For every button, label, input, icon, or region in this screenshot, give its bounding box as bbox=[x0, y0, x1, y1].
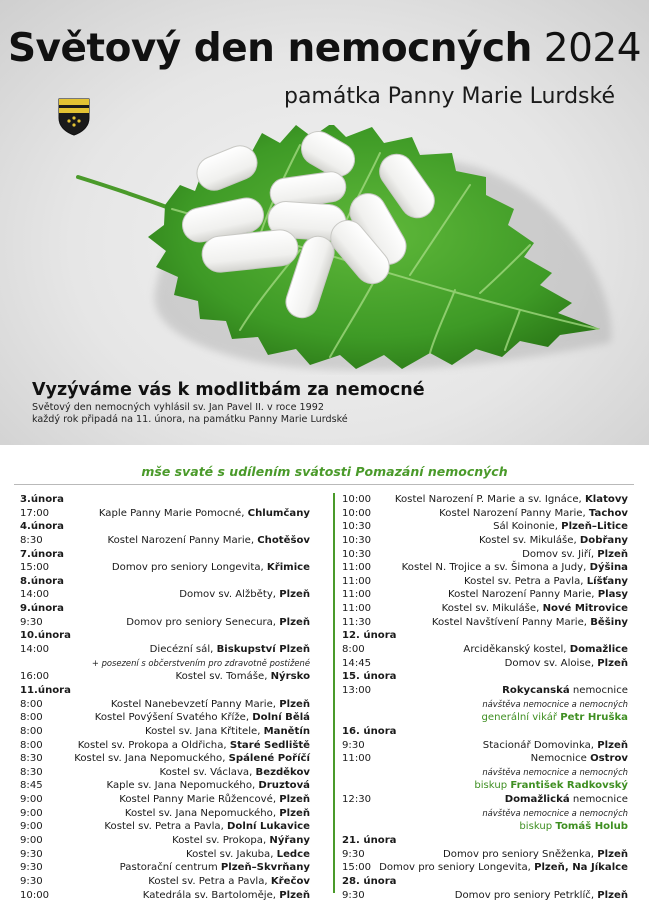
day-header bbox=[20, 548, 310, 562]
town-name: Rokycanská bbox=[502, 684, 570, 696]
celebrant-title: generální vikář bbox=[481, 712, 561, 724]
schedule-row bbox=[20, 875, 310, 889]
town-name: Dolní Bělá bbox=[252, 712, 310, 724]
day-header bbox=[20, 575, 310, 589]
service-location bbox=[483, 739, 628, 753]
service-time: 10:00 bbox=[342, 507, 372, 519]
service-location bbox=[126, 616, 310, 630]
service-location bbox=[150, 643, 310, 657]
service-time: 12:30 bbox=[342, 794, 372, 806]
schedule-row bbox=[20, 670, 310, 684]
celebrant-name: Tomáš Holub bbox=[555, 821, 628, 833]
venue-name: Kostel N. Trojice a sv. Šimona a Judy, bbox=[401, 562, 590, 574]
day-label: 3.února bbox=[20, 494, 64, 505]
town-name: Plzeň, Na Jíkalce bbox=[534, 862, 628, 874]
service-location bbox=[493, 520, 628, 534]
venue-name: Kostel Narození Panny Marie, bbox=[439, 507, 589, 519]
town-name: Plasy bbox=[597, 589, 628, 601]
service-time: 10:30 bbox=[342, 548, 372, 560]
town-name: Plzeň bbox=[279, 616, 310, 628]
service-location bbox=[145, 725, 310, 739]
service-location bbox=[108, 534, 311, 548]
service-location bbox=[439, 507, 628, 521]
venue-name: Kostel Narození Panny Marie, bbox=[447, 589, 598, 601]
day-header bbox=[342, 670, 628, 684]
venue-name: Kostel sv. Jakuba, bbox=[185, 848, 277, 860]
leaf-with-pills-illustration bbox=[0, 125, 649, 375]
schedule-row bbox=[342, 602, 628, 616]
service-time: 14:00 bbox=[20, 644, 50, 656]
service-time: 11:00 bbox=[342, 589, 372, 601]
service-time: 9:30 bbox=[342, 889, 365, 901]
day-header bbox=[20, 493, 310, 507]
appeal-text bbox=[32, 402, 348, 426]
service-location bbox=[455, 889, 628, 903]
service-location bbox=[379, 861, 628, 875]
note-text: návštěva nemocnice a nemocných bbox=[482, 766, 628, 777]
venue-name: Kostel Panny Marie Růžencové, bbox=[119, 794, 280, 806]
venue-name: Kostel Navštívení Panny Marie, bbox=[431, 616, 591, 628]
schedule-row bbox=[20, 834, 310, 848]
divider bbox=[14, 484, 634, 485]
schedule-row bbox=[20, 889, 310, 903]
service-location bbox=[443, 848, 628, 862]
town-name: Plzeň bbox=[279, 589, 310, 601]
day-label: 4.února bbox=[20, 521, 64, 533]
service-location bbox=[463, 643, 628, 657]
service-time: 9:00 bbox=[20, 821, 43, 833]
venue-name: Diecézní sál, bbox=[149, 644, 217, 656]
town-name: Klatovy bbox=[584, 494, 628, 505]
town-name: Dýšina bbox=[589, 562, 628, 574]
celebrant-title: biskup bbox=[519, 821, 556, 833]
schedule-row bbox=[342, 848, 628, 862]
service-time: 10:00 bbox=[20, 889, 50, 901]
town-name: Druztová bbox=[258, 780, 310, 792]
service-location bbox=[111, 698, 310, 712]
service-time: 11:00 bbox=[342, 575, 372, 587]
service-location bbox=[464, 575, 628, 589]
day-label: 15. února bbox=[342, 671, 397, 683]
service-location bbox=[522, 548, 628, 562]
venue-name: Kostel Narození Panny Marie, bbox=[107, 534, 258, 546]
service-location bbox=[505, 657, 628, 671]
venue-name: Domov sv. Aloise, bbox=[504, 657, 598, 669]
schedule-left-column bbox=[20, 493, 310, 902]
schedule-row bbox=[20, 711, 310, 725]
schedule-row bbox=[20, 793, 310, 807]
service-location bbox=[107, 779, 310, 793]
venue-name: Kostel sv. Tomáše, bbox=[175, 671, 271, 683]
day-label: 21. února bbox=[342, 835, 397, 847]
day-header bbox=[342, 834, 628, 848]
town-name: Líšťany bbox=[586, 575, 628, 587]
service-time: 14:45 bbox=[342, 657, 372, 669]
service-location bbox=[175, 670, 310, 684]
coat-of-arms-icon bbox=[58, 98, 90, 136]
venue-name: Domov pro seniory Petrklíč, bbox=[454, 889, 598, 901]
service-time: 8:00 bbox=[20, 698, 43, 710]
service-time: 8:30 bbox=[20, 534, 43, 546]
service-time: 9:30 bbox=[20, 848, 43, 860]
town-name: Plzeň–Skvrňany bbox=[220, 862, 310, 874]
service-location bbox=[448, 588, 628, 602]
schedule-row bbox=[342, 752, 628, 766]
service-time: 8:00 bbox=[20, 739, 43, 751]
appeal-line: každý rok připadá na 11. února, na památku Panny Marie Lurdské bbox=[32, 414, 348, 425]
schedule-row bbox=[20, 848, 310, 862]
town-name: Plzeň–Litice bbox=[561, 521, 628, 533]
service-note bbox=[342, 698, 628, 712]
venue-name: Kaple Panny Marie Pomocné, bbox=[98, 507, 248, 519]
service-note bbox=[342, 766, 628, 780]
day-header bbox=[342, 725, 628, 739]
schedule-row bbox=[342, 548, 628, 562]
schedule-row bbox=[20, 807, 310, 821]
day-header bbox=[20, 602, 310, 616]
schedule-row bbox=[20, 534, 310, 548]
service-time: 9:30 bbox=[342, 848, 365, 860]
service-location bbox=[395, 493, 628, 507]
service-location bbox=[432, 616, 628, 630]
leaf-stem bbox=[78, 177, 172, 209]
service-time: 9:00 bbox=[20, 807, 43, 819]
schedule-row bbox=[20, 643, 310, 657]
town-name: Plzeň bbox=[597, 548, 628, 560]
schedule-row bbox=[342, 616, 628, 630]
celebrant-name: Petr Hruška bbox=[560, 712, 628, 724]
venue-name: Kostel sv. Petra a Pavla, bbox=[104, 821, 228, 833]
venue-name: Kostel sv. Jana Nepomuckého, bbox=[74, 753, 229, 765]
service-time: 8:45 bbox=[20, 780, 43, 792]
town-name: Plzeň bbox=[279, 698, 310, 710]
service-time: 8:00 bbox=[342, 644, 365, 656]
town-name: Biskupství Plzeň bbox=[216, 644, 310, 656]
service-location bbox=[95, 711, 310, 725]
service-location bbox=[172, 834, 310, 848]
venue-name: Domov pro seniory Longevita, bbox=[111, 562, 267, 574]
service-location bbox=[78, 739, 310, 753]
schedule-row bbox=[20, 725, 310, 739]
town-name: Spálené Poříčí bbox=[228, 753, 310, 765]
service-location bbox=[531, 752, 628, 766]
town-name: Křimice bbox=[266, 562, 310, 574]
town-name: Chlumčany bbox=[247, 507, 310, 519]
service-time: 10:30 bbox=[342, 521, 372, 533]
day-header bbox=[342, 629, 628, 643]
service-time: 8:30 bbox=[20, 766, 43, 778]
day-label: 28. února bbox=[342, 875, 397, 887]
service-note bbox=[20, 657, 310, 671]
service-time: 15:00 bbox=[20, 562, 50, 574]
services-heading: mše svaté s udílením svátosti Pomazání nemocných bbox=[141, 464, 508, 479]
column-divider bbox=[333, 493, 335, 893]
venue-name: Kostel Povýšení Svatého Kříže, bbox=[94, 712, 253, 724]
schedule-row bbox=[342, 861, 628, 875]
schedule-row bbox=[20, 739, 310, 753]
service-time: 11:00 bbox=[342, 603, 372, 615]
schedule-right-column bbox=[342, 493, 628, 902]
service-note bbox=[342, 807, 628, 821]
service-time: 9:00 bbox=[20, 794, 43, 806]
venue-name: Kostel sv. Mikuláše, bbox=[441, 603, 543, 615]
service-location bbox=[502, 684, 628, 698]
town-name: Bezděkov bbox=[255, 766, 310, 778]
schedule-row bbox=[342, 493, 628, 507]
town-name: Dolní Lukavice bbox=[227, 821, 310, 833]
celebrant-line bbox=[519, 820, 628, 834]
schedule-row bbox=[20, 861, 310, 875]
service-location bbox=[120, 861, 310, 875]
town-name: Plzeň bbox=[279, 807, 310, 819]
hero-image bbox=[0, 0, 649, 445]
town-name: Plzeň bbox=[279, 794, 310, 806]
schedule-row bbox=[342, 793, 628, 807]
town-name: Nové Mitrovice bbox=[542, 603, 628, 615]
service-time: 15:00 bbox=[342, 862, 372, 874]
venue-name: Kostel sv. Jana Nepomuckého, bbox=[124, 807, 280, 819]
venue-name: Nemocnice bbox=[530, 753, 591, 765]
venue-name: Kostel Narození P. Marie a sv. Ignáce, bbox=[394, 494, 585, 505]
service-location bbox=[148, 875, 310, 889]
schedule-row bbox=[342, 561, 628, 575]
schedule-row bbox=[20, 820, 310, 834]
service-location bbox=[442, 602, 628, 616]
schedule-row bbox=[20, 752, 310, 766]
town-name: Dobřany bbox=[579, 534, 628, 546]
venue-name: Kostel sv. Jana Křtitele, bbox=[144, 725, 264, 737]
day-label: 10.února bbox=[20, 630, 71, 642]
service-time: 13:00 bbox=[342, 684, 372, 696]
venue-name: Domov pro seniory Sněženka, bbox=[443, 848, 598, 860]
page-subtitle: památka Panny Marie Lurdské bbox=[283, 84, 615, 109]
service-location bbox=[143, 889, 310, 903]
schedule-row bbox=[342, 684, 628, 698]
town-name: Ostrov bbox=[590, 753, 628, 765]
venue-name: Kostel sv. Prokopa a Oldřicha, bbox=[77, 739, 230, 751]
service-time: 16:00 bbox=[20, 671, 50, 683]
town-name: Plzeň bbox=[597, 889, 628, 901]
schedule-row bbox=[342, 739, 628, 753]
venue-name: Domov pro seniory Longevita, bbox=[379, 862, 535, 874]
schedule-row bbox=[342, 507, 628, 521]
venue-name: Kostel sv. Petra a Pavla, bbox=[464, 575, 587, 587]
town-name: Tachov bbox=[588, 507, 628, 519]
schedule-row bbox=[342, 575, 628, 589]
venue-name: Katedrála sv. Bartoloměje, bbox=[142, 889, 280, 901]
schedule-row bbox=[342, 889, 628, 903]
day-header bbox=[20, 684, 310, 698]
venue-name: Domov sv. Alžběty, bbox=[179, 589, 280, 601]
service-time: 17:00 bbox=[20, 507, 50, 519]
service-location bbox=[160, 766, 310, 780]
celebrant bbox=[342, 711, 628, 725]
schedule-row bbox=[342, 643, 628, 657]
service-location bbox=[99, 507, 310, 521]
venue-name: Stacionář Domovinka, bbox=[482, 739, 598, 751]
venue-name: Arciděkanský kostel, bbox=[463, 644, 570, 656]
venue-name: Domov sv. Jiří, bbox=[522, 548, 598, 560]
service-location bbox=[112, 561, 310, 575]
town-name: Plzeň bbox=[597, 657, 628, 669]
town-name: Nýřany bbox=[269, 835, 310, 847]
service-time: 9:30 bbox=[20, 875, 43, 887]
venue-name: Domov pro seniory Senecura, bbox=[126, 616, 280, 628]
town-name: Domažlická bbox=[504, 794, 570, 806]
town-name: Plzeň bbox=[279, 889, 310, 901]
town-name: Plzeň bbox=[597, 739, 628, 751]
service-location bbox=[119, 793, 310, 807]
service-location bbox=[505, 793, 628, 807]
service-location bbox=[402, 561, 628, 575]
celebrant bbox=[342, 779, 628, 793]
service-time: 9:00 bbox=[20, 835, 43, 847]
service-location bbox=[186, 848, 310, 862]
venue-name: Kostel Nanebevzetí Panny Marie, bbox=[110, 698, 280, 710]
venue-name: Kostel sv. Petra a Pavla, bbox=[148, 875, 271, 887]
schedule-row bbox=[20, 616, 310, 630]
day-label: 9.února bbox=[20, 603, 64, 615]
schedule-row bbox=[20, 588, 310, 602]
service-time: 8:00 bbox=[20, 712, 43, 724]
celebrant-line bbox=[474, 779, 628, 793]
town-name: Nýrsko bbox=[270, 671, 310, 683]
town-name: Křečov bbox=[270, 875, 310, 887]
town-name: Domažlice bbox=[569, 644, 628, 656]
schedule-row bbox=[342, 534, 628, 548]
service-location bbox=[179, 588, 310, 602]
day-label: 12. února bbox=[342, 630, 397, 642]
service-time: 14:00 bbox=[20, 589, 50, 601]
schedule-row bbox=[342, 588, 628, 602]
venue-name: Kaple sv. Jana Nepomuckého, bbox=[106, 780, 259, 792]
service-time: 9:30 bbox=[20, 616, 43, 628]
town-name: Chotěšov bbox=[257, 534, 310, 546]
service-location bbox=[479, 534, 628, 548]
schedule-row bbox=[20, 766, 310, 780]
venue-name: Kostel sv. Mikuláše, bbox=[478, 534, 580, 546]
service-time: 11:00 bbox=[342, 753, 372, 765]
venue-suffix: nemocnice bbox=[569, 794, 628, 806]
venue-name: Kostel sv. Prokopa, bbox=[172, 835, 270, 847]
venue-name: Kostel sv. Václava, bbox=[159, 766, 256, 778]
schedule-row bbox=[20, 507, 310, 521]
title-year: 2024 bbox=[543, 26, 642, 71]
service-location bbox=[125, 807, 310, 821]
service-location bbox=[104, 820, 310, 834]
service-time: 8:00 bbox=[20, 725, 43, 737]
service-time: 10:00 bbox=[342, 494, 372, 505]
town-name: Manětín bbox=[263, 725, 310, 737]
appeal-heading: Vyzýváme vás k modlitbám za nemocné bbox=[32, 380, 425, 400]
service-time: 8:30 bbox=[20, 753, 43, 765]
appeal-line: Světový den nemocných vyhlásil sv. Jan Pavel II. v roce 1992 bbox=[32, 402, 324, 413]
town-name: Plzeň bbox=[597, 848, 628, 860]
celebrant-title: biskup bbox=[474, 780, 511, 792]
town-name: Běšiny bbox=[590, 616, 628, 628]
service-time: 11:00 bbox=[342, 562, 372, 574]
day-label: 8.února bbox=[20, 575, 64, 587]
service-location bbox=[74, 752, 310, 766]
day-label: 11.února bbox=[20, 684, 71, 696]
schedule-row bbox=[342, 657, 628, 671]
venue-suffix: nemocnice bbox=[569, 684, 628, 696]
town-name: Ledce bbox=[276, 848, 310, 860]
note-text: návštěva nemocnice a nemocných bbox=[482, 807, 628, 818]
celebrant-line bbox=[482, 711, 628, 725]
service-time: 9:30 bbox=[342, 739, 365, 751]
note-text: + posezení s občerstvením pro zdravotně postižené bbox=[91, 657, 310, 668]
day-header bbox=[20, 629, 310, 643]
schedule-row bbox=[20, 561, 310, 575]
schedule-row bbox=[20, 779, 310, 793]
service-time: 9:30 bbox=[20, 862, 43, 874]
day-label: 7.února bbox=[20, 548, 64, 560]
celebrant-name: František Radkovský bbox=[510, 780, 628, 792]
venue-name: Sál Koinonie, bbox=[493, 521, 562, 533]
schedule-row bbox=[342, 520, 628, 534]
service-time: 11:30 bbox=[342, 616, 372, 628]
schedule-row bbox=[20, 698, 310, 712]
celebrant bbox=[342, 820, 628, 834]
service-time: 10:30 bbox=[342, 534, 372, 546]
day-header bbox=[20, 520, 310, 534]
note-text: návštěva nemocnice a nemocných bbox=[482, 698, 628, 709]
day-header bbox=[342, 875, 628, 889]
page-title bbox=[0, 26, 649, 71]
title-main: Světový den nemocných bbox=[7, 26, 532, 71]
town-name: Staré Sedliště bbox=[229, 739, 310, 751]
venue-name: Pastorační centrum bbox=[119, 862, 221, 874]
day-label: 16. února bbox=[342, 725, 397, 737]
